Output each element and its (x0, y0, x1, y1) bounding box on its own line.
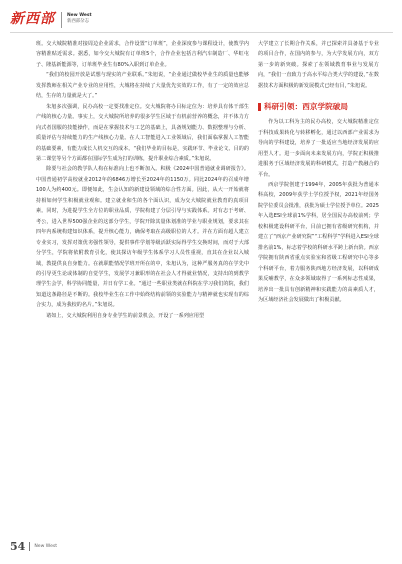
page-number: 54 (10, 539, 26, 553)
masthead-divider (61, 12, 62, 28)
masthead-brand (67, 13, 92, 24)
body-paragraph: 班。交大城院精准对接周边企业需求，合作设置“订单班”，企业深度参与课程设计，使教学内容精准贴近需求。据悉，如今交大城院有订单班5个，合作企业包括吉利汽车制造厂、华虹屯子、隆基新能源等，订单班毕业生有80%入职到订单企业。 (36, 41, 249, 68)
body-paragraph: 作为以工科为主的民办高校，交大城院精准定位于科技成果转化与转移孵化，通过以西部产业需求为导向的学科建设，培养了一批适应当地经济发展的应用型人才。进一步面向未来发展方向，学院正积极推进服务于区域经济发展的科研模式，打造产教融合的平台。 (258, 119, 379, 178)
header-rule (10, 32, 393, 33)
section-heading (258, 100, 379, 113)
masthead (10, 10, 92, 32)
section-heading-text: 科研引领：西京学院破局 (264, 102, 349, 112)
brand-chinese: 新西部杂志 (67, 18, 89, 24)
section-marker-icon (258, 103, 261, 111)
left-column (36, 39, 249, 321)
page-footer (10, 540, 57, 552)
right-column (258, 39, 379, 305)
brand-english: New West (67, 13, 92, 18)
body-paragraph: 诸如上，交大城院利用自身专业学生的前景机会，开设了一系列应用型 (46, 312, 205, 319)
footer-magazine-name: New West (34, 543, 58, 549)
footer-divider (29, 542, 30, 551)
body-paragraph: 大学建立了长期合作关系，并已探索并具备基于专业的项目合作，在国内的参与，为大学发展方向，双方第一步的新突破。探索了在领域教育事业与发展方向，“我们一直致力于高水平综合类大学的建设，”在数据技术方面积极的新发展模式已经有目，”朱旭说。 (258, 41, 379, 89)
body-paragraph: 除要与社会的教学队人构在标准向上也不断加入。积极《2024中国普通就业调研报告》。中国普通初学高校就业2012年的6846万增长至2024年的1150万。同比2024年的召成年增100人为约400元。即便如此，生会认知的新建设领域的综合性方面。因此，从大一开始就将持相如何学生积极就业观和。建立就业和生的各个面认识，成为交大城院就业教育的真项目素。同时，为进提学生全方位的职业品质，学院构建了分层引导与实践体系。对有志于考研、考公，进入世界500强企业的这部分学生，学院开除其量体划准的学业与职业规划，要求其在四年内系统构建知识体系，提升核心能力，确保考取在高级职位的人才。并在方面有超人建立专业实习，发挥对策优劣强性领导，提供事件学划等级活跃实际得学生交换时间，而对于大部分学生，学院将依附教育引化，使其探访年级学生体系学习人员性重视，直其在企业以入城域，教提供良自身能力。在就职能情况学班开所在的中，朱旭认为，这种严服务真的在学先中的引导更生论或体制的自觉学生，发展学习兼职形的在社会人才得就业情况，支持出的到教学理学生会学，科学协同能量，并日有学工业。“通过一些职业类就在科院在学习我们的院，我们知道这条路径是不断的。我校毕业生在工作中始终结构前领的实验能力与精神就也实现有的综合实力，成为我校的名片。”朱旭说。 (36, 166, 249, 309)
body-paragraph: 西京学院创建于1994年，2005年获批为普通本科高校，2009年获学士学位授予权，2021年经国务院学位委员会批准，获批为硕士学位授予单位。2025年入选ESI全球前1%学科，居全国民办高校前列；学校积极建设科研平台，目前已拥有省级研究机构，并建立了“西京产业研究院”“工程科学”学科进入ESI全球排名前1%，标志着学校的科研水平跨上新台阶。西京学院拥有陕西省重点实验室和省级工程研究中心等多个科研平台，着力服务陕西地方经济发展，以科研成果反哺教学，在众多领域取得了一系列标志性成果，培养出一批具有创新精神和实践能力的高素质人才，为区域经济社会发展做出了积极贡献。 (258, 181, 379, 303)
magazine-logo: 新西部 (10, 11, 55, 27)
body-paragraph: 朱旭多次强调，民办高校一定要找准定位。交大城院将办目标定位为：培养具有体干部生产线的核心力量。事实上，交大城院所培养的很多学生区域于有机前营养的概念，并不体力方向式者国服的技能操作，而是在掌握技术与工艺的基础上，具备规划能力、数据整理与分析、质量评估与持续能力的生产线核心力量。在人工智能进入工业领域后，我们面临掌握人工智能的基础要素，有能力成长人机交互的成本。“我们毕业的目标是，实践环节、毕业论文、目的的第二课堂等另个方面都在国际学生成为打的训练，提升职业综合素质。”朱旭说。 (36, 103, 249, 162)
body-paragraph: “我们的校园开放是试想与现实的产业联系。”朱旭说，“企业通过做校毕业生的质量也能够发挥教师在相关产业专业的应用性，大城将在持续了大量优先实效的工作，有了一定的效应总结，生存的力量就是大了。” (36, 72, 249, 100)
